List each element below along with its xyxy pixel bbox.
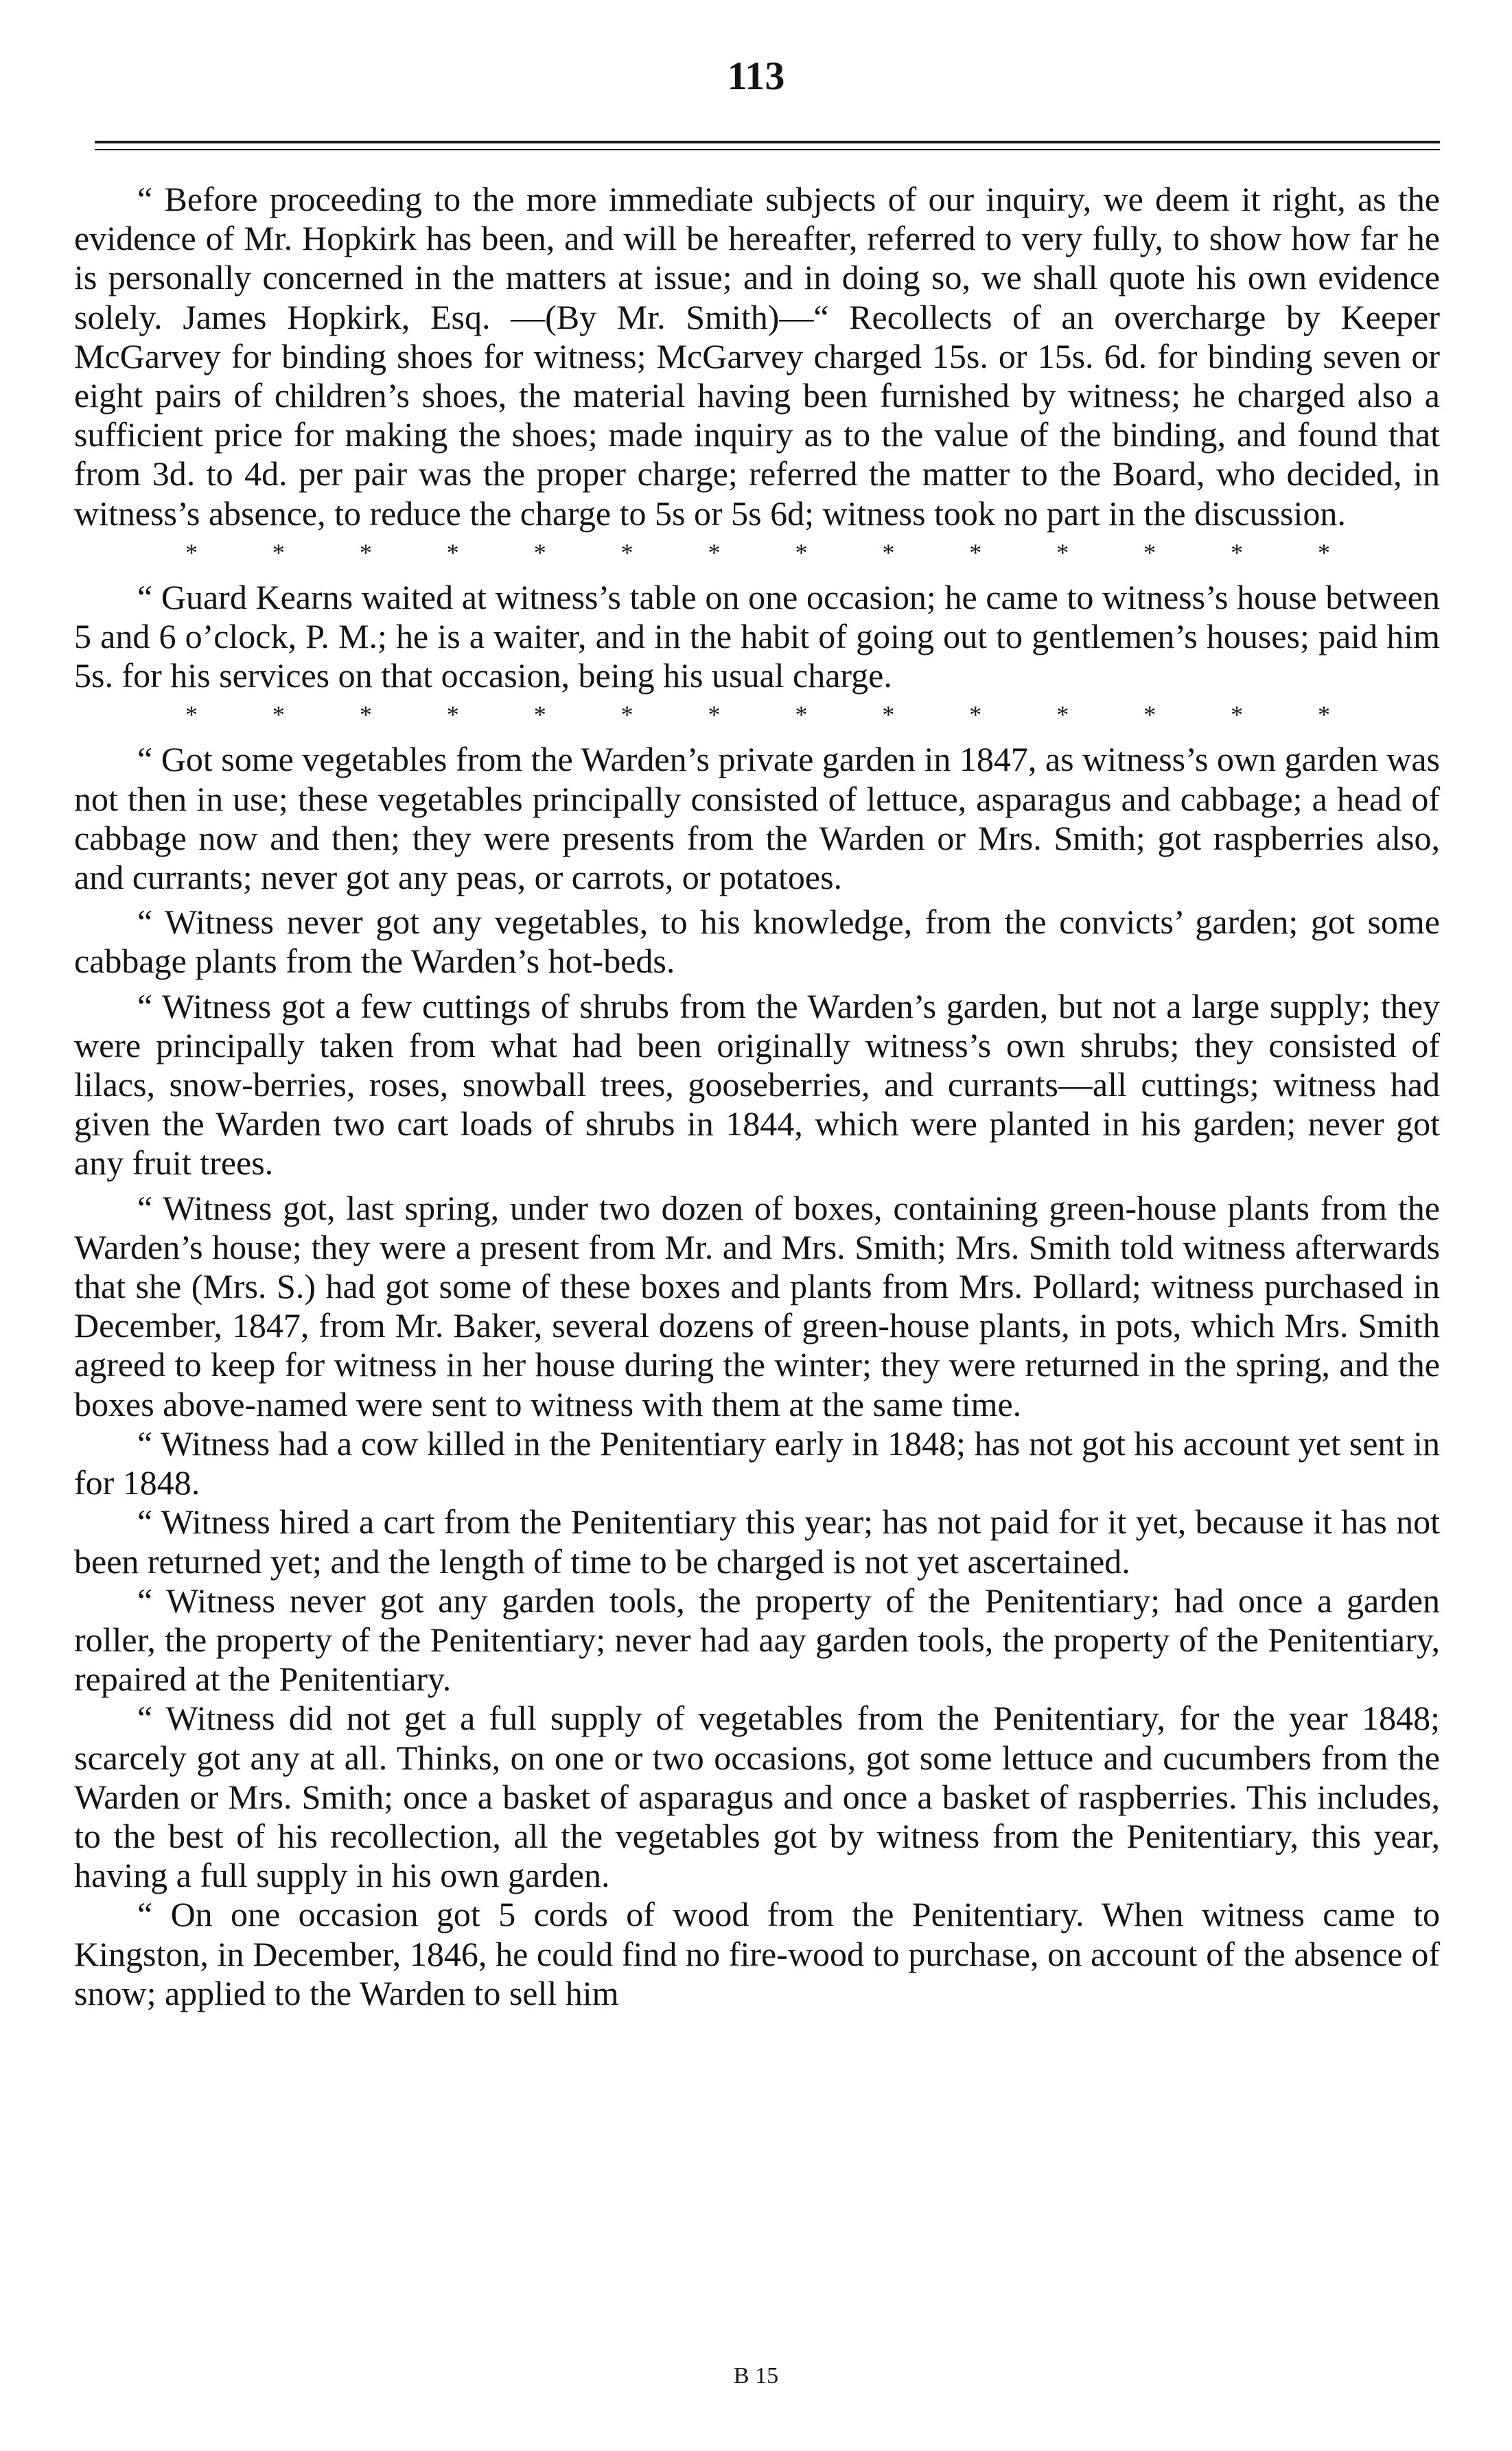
separator-star: * <box>533 538 546 566</box>
separator-star: * <box>1231 538 1244 566</box>
paragraph-cart-hired: “ Witness hired a cart from the Penitentiary this year; has not paid for it yet, because it has not been returned yet; and the length of time to be charged is not yet ascertained. <box>74 1502 1440 1581</box>
separator-star: * <box>446 538 459 566</box>
separator-star: * <box>272 701 285 729</box>
separator-star: * <box>1143 701 1156 729</box>
paragraph-vegetables-1848: “ Witness did not get a full supply of vegetables from the Penitentiary, for the year 1848; scarcely got any at all. Thinks, on one or two occasions, got some lettuce and cucumbers from the Warden or Mrs. Smith; once a basket of asparagus and once a basket of raspberries. This includes, to the best of his recollection, all the vegetables got by witness from the Penitentiary, this year, having a full supply in his own garden. <box>74 1699 1440 1895</box>
separator-star: * <box>359 701 372 729</box>
separator-star: * <box>359 538 372 566</box>
paragraph-shrub-cuttings: “ Witness got a few cuttings of shrubs from the Warden’s garden, but not a large supply; they were principally taken from what had been originally witness’s own shrubs; they consisted of lilacs, snow-berries, roses, snowball trees, gooseberries, and currants—all cuttings; witness had given the Warden two cart loads of shrubs in 1844, which were planted in his garden; never got any fruit trees. <box>74 986 1440 1183</box>
paragraph-cords-of-wood: “ On one occasion got 5 cords of wood from the Penitentiary. When witness came to Kingston, in December, 1846, he could find no fire-wood to purchase, on account of the absence of snow; applied to the Warden to sell him <box>74 1895 1440 2012</box>
paragraph-hopkirk-evidence: “ Before proceeding to the more immediate subjects of our inquiry, we deem it right, as the evidence of Mr. Hopkirk has been, and will be hereafter, referred to very fully, to show how far he is personally concerned in the matters at issue; and in doing so, we shall quote his own evidence solely. James Hopkirk, Esq. —(By Mr. Smith)—“ Recollects of an overcharge by Keeper McGarvey for binding shoes for witness; McGarvey charged 15s. or 15s. 6d. for binding seven or eight pairs of children’s shoes, the material having been furnished by witness; he charged also a sufficient price for making the shoes; made inquiry as to the value of the binding, and found that from 3d. to 4d. per pair was the proper charge; referred the matter to the Board, who decided, in witness’s absence, to reduce the charge to 5s or 5s 6d; witness took no part in the discussion. <box>74 180 1440 533</box>
separator-star: * <box>1317 538 1330 566</box>
paragraph-cow-killed: “ Witness had a cow killed in the Penitentiary early in 1848; has not got his account yet sent in for 1848. <box>74 1424 1440 1502</box>
paragraph-vegetables-1847: “ Got some vegetables from the Warden’s private garden in 1847, as witness’s own garden was not then in use; these vegetables principally consisted of lettuce, asparagus and cabbage; a head of cabbage now and then; they were presents from the Warden or Mrs. Smith; got raspberries also, and currants; never got any peas, or carrots, or potatoes. <box>74 740 1440 897</box>
separator-star: * <box>620 538 633 566</box>
separator-star: * <box>272 538 285 566</box>
paragraph-guard-kearns: “ Guard Kearns waited at witness’s table on one occasion; he came to witness’s house between 5 and 6 o’clock, P. M.; he is a waiter, and in the habit of going out to gentlemen’s houses; paid him 5s. for his services on that occasion, being his usual charge. <box>74 577 1440 695</box>
separator-star: * <box>533 701 546 729</box>
separator-star: * <box>1317 701 1330 729</box>
page-number: 113 <box>727 54 785 98</box>
separator-stars-2 <box>74 695 1440 734</box>
separator-star: * <box>969 701 982 729</box>
signature-mark: B 15 <box>733 2363 779 2389</box>
paragraph-garden-tools: “ Witness never got any garden tools, the property of the Penitentiary; had once a garden roller, the property of the Penitentiary; never had aay garden tools, the property of the Penitentiary, repaired at the Penitentiary. <box>74 1581 1440 1699</box>
separator-star: * <box>1231 701 1244 729</box>
paragraph-convicts-garden: “ Witness never got any vegetables, to his knowledge, from the convicts’ garden; got some cabbage plants from the Warden’s hot-beds. <box>74 903 1440 981</box>
header-rule-thin <box>95 149 1440 150</box>
separator-star: * <box>708 538 721 566</box>
separator-star: * <box>969 538 982 566</box>
separator-star: * <box>185 538 198 566</box>
separator-star: * <box>795 538 808 566</box>
separator-star: * <box>1143 538 1156 566</box>
separator-star: * <box>185 701 198 729</box>
separator-star: * <box>795 701 808 729</box>
separator-star: * <box>620 701 633 729</box>
separator-star: * <box>1056 701 1069 729</box>
separator-star: * <box>882 538 895 566</box>
separator-star: * <box>446 701 459 729</box>
separator-star: * <box>1056 538 1069 566</box>
separator-star: * <box>708 701 721 729</box>
separator-star: * <box>882 701 895 729</box>
separator-stars-1 <box>74 533 1440 572</box>
header-rule-thick <box>95 141 1440 143</box>
paragraph-green-house-plants: “ Witness got, last spring, under two dozen of boxes, containing green-house plants from the Warden’s house; they were a present from Mr. and Mrs. Smith; Mrs. Smith told witness afterwards that she (Mrs. S.) had got some of these boxes and plants from Mrs. Pollard; witness purchased in December, 1847, from Mr. Baker, several dozens of green-house plants, in pots, which Mrs. Smith agreed to keep for witness in her house during the winter; they were returned in the spring, and the boxes above-named were sent to witness with them at the same time. <box>74 1188 1440 1424</box>
body-text <box>74 180 1440 2013</box>
